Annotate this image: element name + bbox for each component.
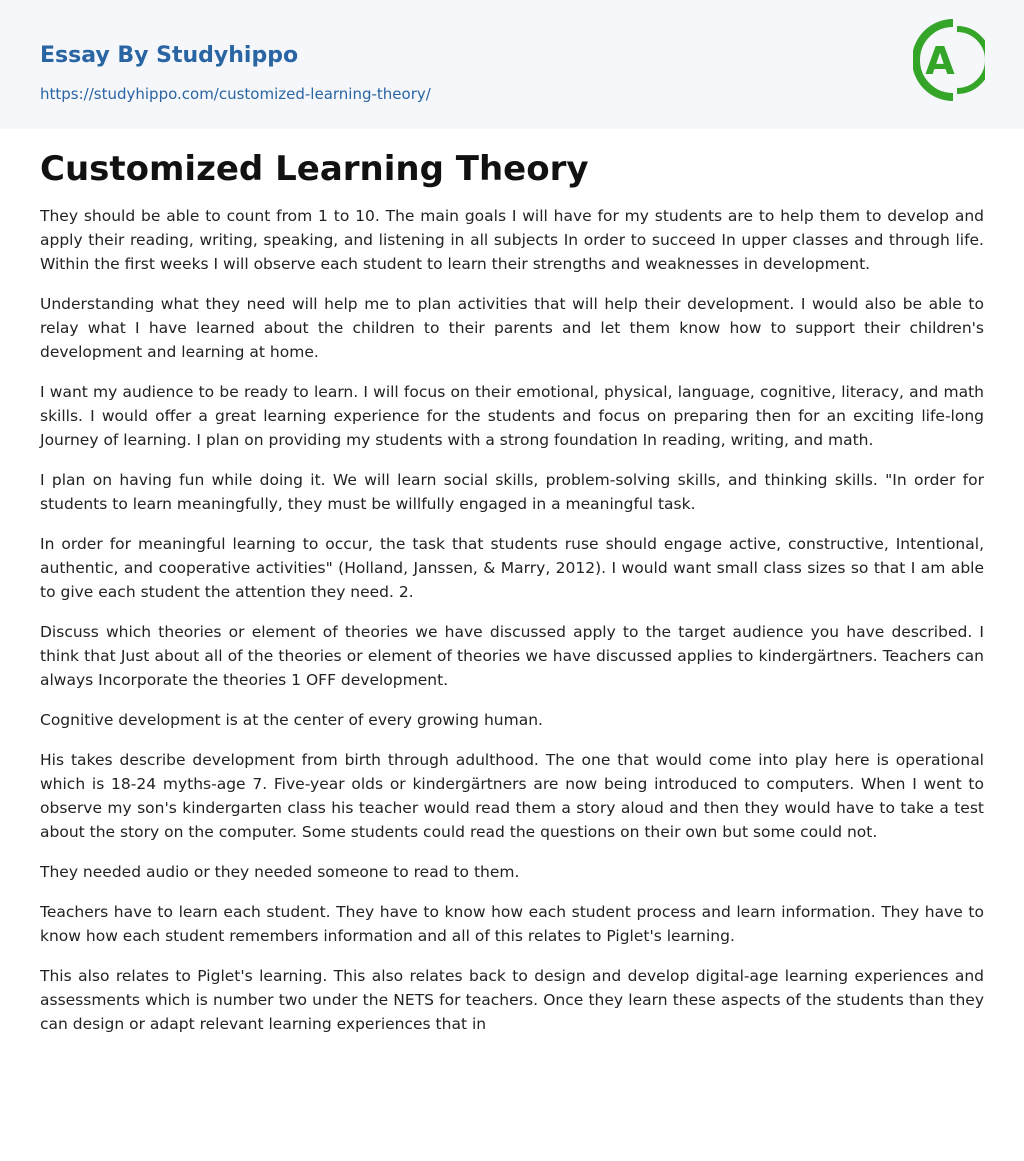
site-header bbox=[0, 0, 1024, 129]
site-brand[interactable]: Essay By Studyhippo bbox=[40, 43, 299, 68]
logo-letter: A bbox=[925, 39, 955, 83]
essay-paragraph: Teachers have to learn each student. They have to know how each student process and learn information. They have to know how each student remembers information and all of this relates to Piglet's learning. bbox=[40, 903, 984, 945]
essay-paragraph: They should be able to count from 1 to 10. The main goals I will have for my students are to help them to develop and apply their reading, writing, speaking, and listening in all subjects In order to succeed In upper classes and through life. Within the first weeks I will observe each student to learn their strengths and weaknesses in development. bbox=[40, 207, 984, 273]
essay-url-link[interactable]: https://studyhippo.com/customized-learning-theory/ bbox=[40, 85, 431, 103]
essay-content bbox=[40, 140, 984, 1052]
essay-paragraph: This also relates to Piglet's learning. This also relates back to design and develop digital-age learning experiences and assessments which is number two under the NETS for teachers. Once they learn these aspects of the students than they can design or adapt relevant learning experiences that in bbox=[40, 967, 984, 1033]
essay-paragraph: Discuss which theories or element of theories we have discussed apply to the target audience you have described. I think that Just about all of the theories or element of theories we have discussed applies to kindergärtners. Teachers can always Incorporate the theories 1 OFF development. bbox=[40, 623, 984, 689]
essay-paragraph: In order for meaningful learning to occur, the task that students ruse should engage active, constructive, Intentional, authentic, and cooperative activities" (Holland, Janssen, & Marry, 2012). I would want small class sizes so that I am able to give each student the attention they need. 2. bbox=[40, 535, 984, 601]
essay-paragraph: I plan on having fun while doing it. We will learn social skills, problem-solving skills, and thinking skills. "In order for students to learn meaningfully, they must be willfully engaged in a meaningful task. bbox=[40, 471, 984, 513]
studyhippo-logo-icon[interactable] bbox=[913, 19, 985, 105]
essay-paragraph: Cognitive development is at the center of every growing human. bbox=[40, 711, 543, 729]
essay-paragraph: Understanding what they need will help me to plan activities that will help their development. I would also be able to relay what I have learned about the children to their parents and let them know how to support their children's development and learning at home. bbox=[40, 295, 984, 361]
essay-paragraph: His takes describe development from birth through adulthood. The one that would come into play here is operational which is 18-24 myths-age 7. Five-year olds or kindergärtners are now being introduced to computers. When I went to observe my son's kindergarten class his teacher would read them a story aloud and then they would have to take a test about the story on the computer. Some students could read the questions on their own but some could not. bbox=[40, 751, 984, 841]
essay-title: Customized Learning Theory bbox=[40, 149, 589, 189]
essay-paragraph: They needed audio or they needed someone to read to them. bbox=[40, 863, 520, 881]
essay-paragraph: I want my audience to be ready to learn. I will focus on their emotional, physical, language, cognitive, literacy, and math skills. I would offer a great learning experience for the students and focus on preparing then for an exciting life-long Journey of learning. I plan on providing my students with a strong foundation In reading, writing, and math. bbox=[40, 383, 984, 449]
